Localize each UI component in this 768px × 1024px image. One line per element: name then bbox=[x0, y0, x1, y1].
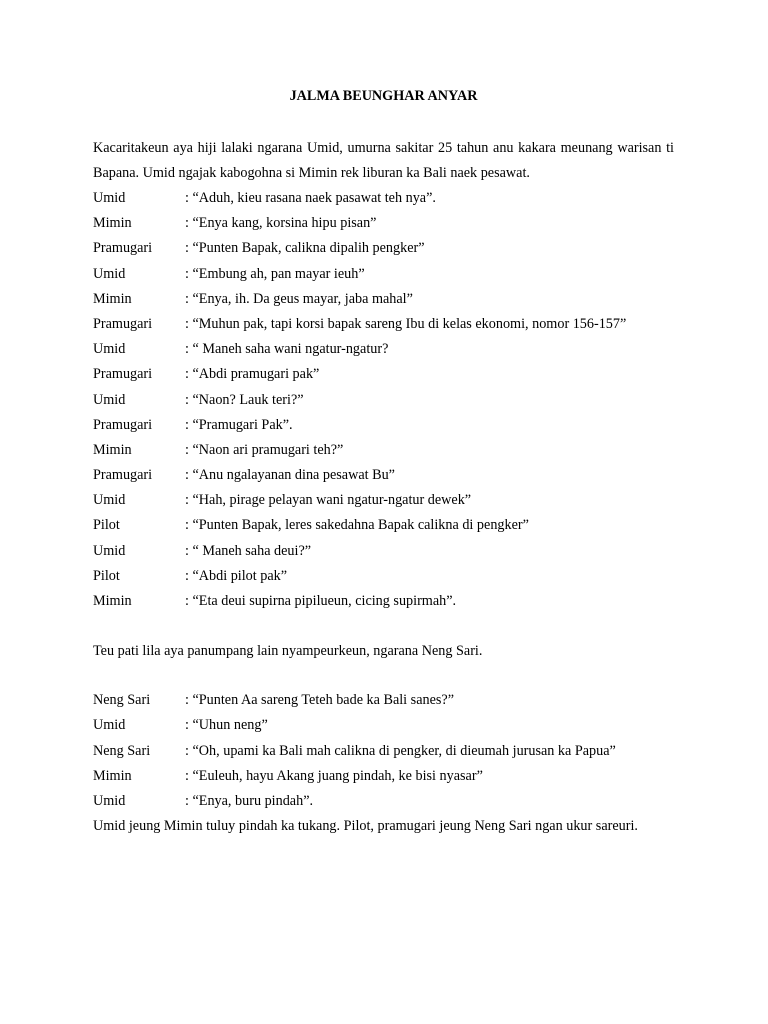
dialog-line bbox=[93, 388, 674, 413]
document-title: JALMA BEUNGHAR ANYAR bbox=[289, 88, 478, 104]
speech-text: : “Enya, buru pindah”. bbox=[185, 792, 314, 809]
dialog-line bbox=[93, 764, 674, 789]
dialog-line bbox=[93, 438, 674, 463]
dialog-line bbox=[93, 739, 674, 764]
speech-text: : “Embung ah, pan mayar ieuh” bbox=[185, 265, 365, 282]
dialog-line bbox=[93, 312, 674, 337]
speaker-name: Pramugari bbox=[93, 467, 153, 484]
spacer bbox=[93, 664, 674, 688]
dialog-line bbox=[93, 413, 674, 438]
dialog-line bbox=[93, 564, 674, 589]
dialog-line bbox=[93, 186, 674, 211]
dialog-line bbox=[93, 463, 674, 488]
speaker-name: Neng Sari bbox=[93, 692, 151, 709]
speaker-name: Umid bbox=[93, 391, 126, 408]
speaker-name: Mimin bbox=[93, 215, 132, 232]
speech-text: : “Anu ngalayanan dina pesawat Bu” bbox=[185, 467, 395, 484]
speech-text: : “Abdi pramugari pak” bbox=[185, 366, 320, 383]
dialog-line bbox=[93, 211, 674, 236]
closing-paragraph: Umid jeung Mimin tuluy pindah ka tukang. Pilot, pramugari jeung Neng Sari ngan ukur sareuri. bbox=[93, 818, 638, 835]
dialog-section-2 bbox=[93, 688, 674, 814]
dialog-section-1 bbox=[93, 186, 674, 614]
dialog-line bbox=[93, 688, 674, 713]
speaker-name: Neng Sari bbox=[93, 742, 151, 759]
speech-text: : “Punten Aa sareng Teteh bade ka Bali sanes?” bbox=[185, 692, 454, 709]
speaker-name: Pramugari bbox=[93, 315, 153, 332]
dialog-line bbox=[93, 337, 674, 362]
dialog-line bbox=[93, 513, 674, 538]
speaker-name: Pramugari bbox=[93, 366, 153, 383]
document-page bbox=[93, 86, 674, 839]
speech-text: : “Abdi pilot pak” bbox=[185, 567, 288, 584]
speaker-name: Pramugari bbox=[93, 240, 153, 257]
dialog-line bbox=[93, 488, 674, 513]
speaker-name: Pramugari bbox=[93, 416, 153, 433]
speaker-name: Pilot bbox=[93, 517, 120, 534]
speech-text: : “Eta deui supirna pipilueun, cicing supirmah”. bbox=[185, 593, 457, 609]
dialog-line bbox=[93, 589, 674, 614]
intro-paragraph: Kacaritakeun aya hiji lalaki ngarana Umid, umurna sakitar 25 tahun anu kakara meunang warisan ti Bapana. Umid ngajak kabogohna si Mimin rek liburan ka Bali naek pesawat. bbox=[93, 140, 674, 181]
speech-text: : “Uhun neng” bbox=[185, 717, 268, 734]
dialog-line bbox=[93, 539, 674, 564]
dialog-line bbox=[93, 713, 674, 738]
speech-text: : “Euleuh, hayu Akang juang pindah, ke bisi nyasar” bbox=[185, 767, 483, 784]
speaker-name: Mimin bbox=[93, 441, 132, 458]
speech-text: : “Naon? Lauk teri?” bbox=[185, 391, 304, 408]
speaker-name: Umid bbox=[93, 341, 126, 358]
speech-text: : “Enya, ih. Da geus mayar, jaba mahal” bbox=[185, 290, 413, 307]
speaker-name: Mimin bbox=[93, 593, 132, 609]
speaker-name: Mimin bbox=[93, 767, 132, 784]
speech-text: : “Naon ari pramugari teh?” bbox=[185, 441, 344, 458]
speech-text: : “Muhun pak, tapi korsi bapak sareng Ibu di kelas ekonomi, nomor 156-157” bbox=[185, 315, 627, 332]
speaker-name: Umid bbox=[93, 265, 126, 282]
speech-text: : “ Maneh saha deui?” bbox=[185, 542, 312, 559]
spacer bbox=[93, 614, 674, 639]
speech-text: : “Pramugari Pak”. bbox=[185, 416, 293, 433]
speaker-name: Umid bbox=[93, 190, 126, 206]
dialog-line bbox=[93, 287, 674, 312]
dialog-line bbox=[93, 789, 674, 814]
speaker-name: Pilot bbox=[93, 567, 120, 584]
speech-text: : “Enya kang, korsina hipu pisan” bbox=[185, 215, 377, 232]
speech-text: : “ Maneh saha wani ngatur-ngatur? bbox=[185, 341, 389, 358]
speech-text: : “Aduh, kieu rasana naek pasawat teh nya”. bbox=[185, 190, 436, 206]
speaker-name: Umid bbox=[93, 792, 126, 809]
speech-text: : “Punten Bapak, leres sakedahna Bapak calikna di pengker” bbox=[185, 517, 529, 534]
dialog-line bbox=[93, 362, 674, 387]
speaker-name: Umid bbox=[93, 542, 126, 559]
speaker-name: Umid bbox=[93, 717, 126, 734]
narration-paragraph: Teu pati lila aya panumpang lain nyampeurkeun, ngarana Neng Sari. bbox=[93, 643, 483, 660]
dialog-line bbox=[93, 236, 674, 261]
speech-text: : “Oh, upami ka Bali mah calikna di pengker, di dieumah jurusan ka Papua” bbox=[185, 742, 616, 759]
dialog-line bbox=[93, 262, 674, 287]
speech-text: : “Punten Bapak, calikna dipalih pengker” bbox=[185, 240, 425, 257]
speaker-name: Mimin bbox=[93, 290, 132, 307]
speech-text: : “Hah, pirage pelayan wani ngatur-ngatur dewek” bbox=[185, 492, 472, 509]
speaker-name: Umid bbox=[93, 492, 126, 509]
